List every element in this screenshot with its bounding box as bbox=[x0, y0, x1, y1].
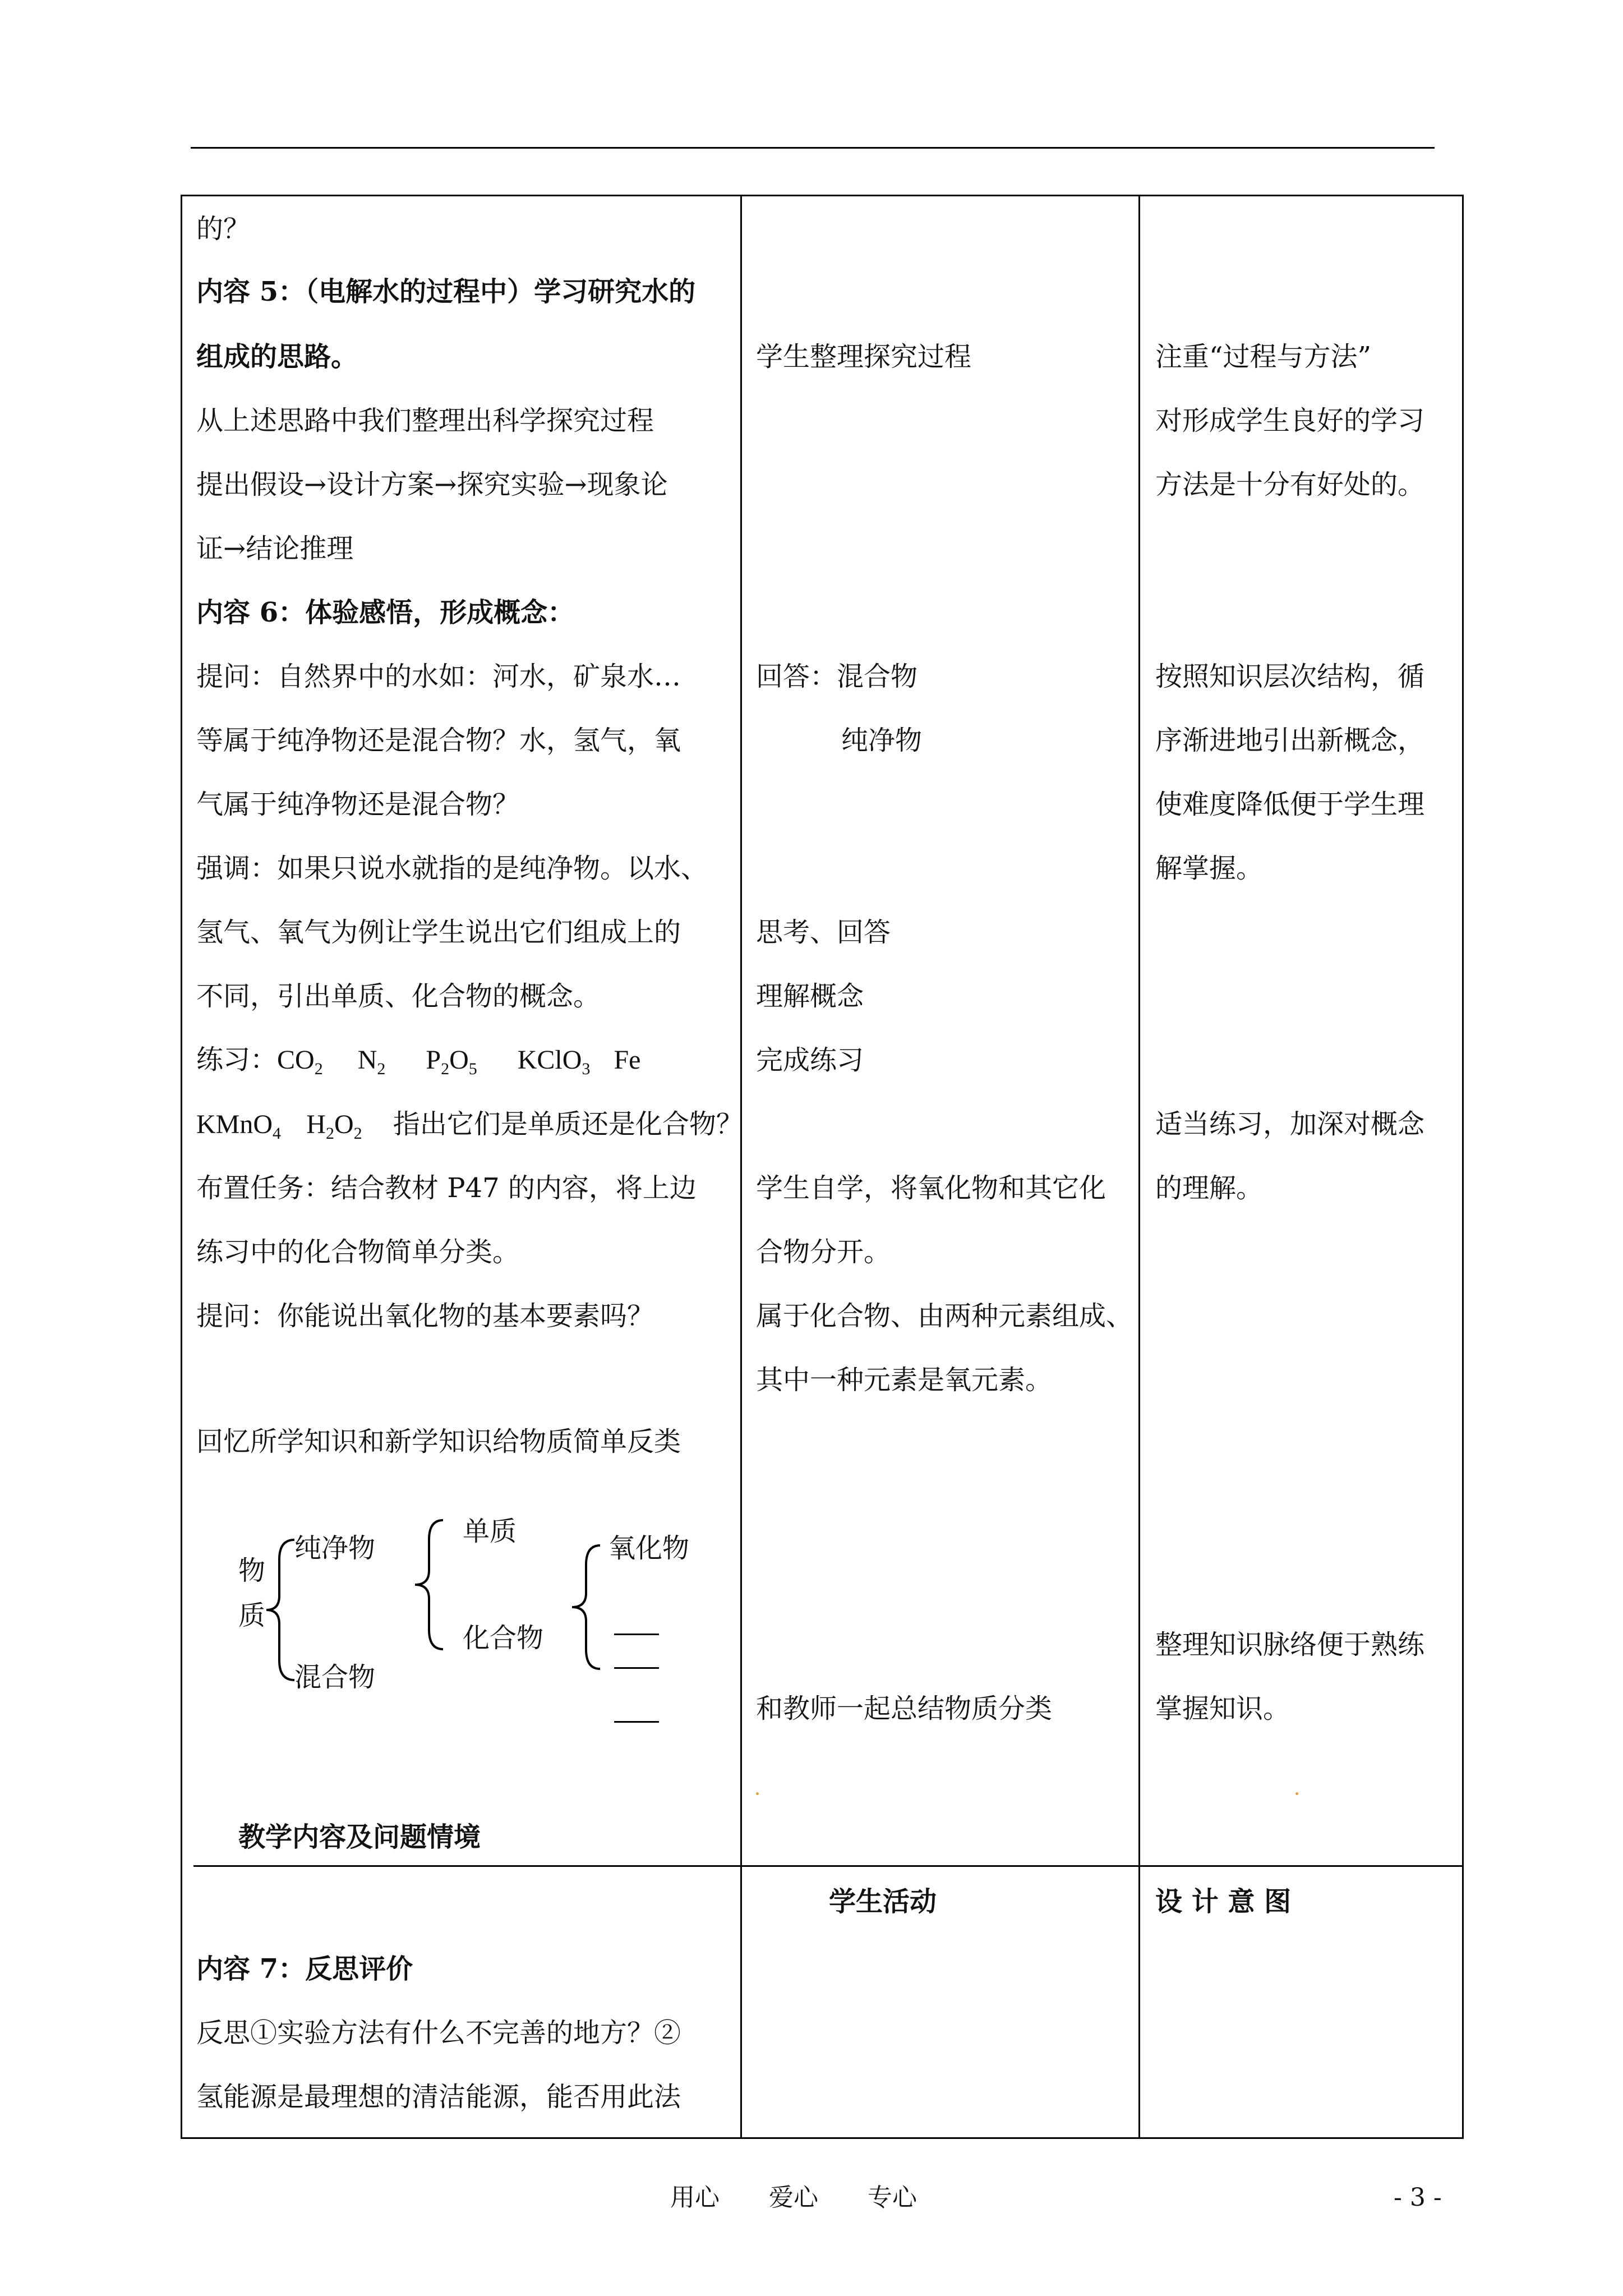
diagram-matter-2: 质 bbox=[238, 1600, 266, 1631]
table-right-border bbox=[1462, 195, 1464, 2139]
left-line-20: 回忆所学知识和新学知识给物质简单反类 bbox=[196, 1426, 681, 1457]
right-line-8: 适当练习，加深对概念 bbox=[1155, 1108, 1425, 1140]
left-line-10: 气属于纯净物还是混合物？ bbox=[196, 789, 520, 820]
formula-kmno4: KMnO$_4$ bbox=[196, 1110, 282, 1143]
left-line-8: 提问：自然界中的水如：河水，矿泉水… bbox=[196, 661, 681, 692]
diagram-mixture: 混合物 bbox=[294, 1662, 376, 1693]
diagram-pure: 纯净物 bbox=[294, 1533, 376, 1564]
diagram-element: 单质 bbox=[463, 1516, 517, 1547]
left-line-5: 提出假设→设计方案→探究实验→现象论 bbox=[196, 469, 668, 500]
left-line-4: 从上述思路中我们整理出科学探究过程 bbox=[196, 405, 654, 436]
left-line-11: 强调：如果只说水就指的是纯净物。以水、 bbox=[196, 853, 708, 884]
repeated-column-heading: 教学内容及问题情境 bbox=[238, 1821, 481, 1853]
mid-line-7: 学生自学，将氧化物和其它化 bbox=[756, 1172, 1106, 1204]
diagram-compound: 化合物 bbox=[463, 1622, 544, 1654]
right-line-10: 整理知识脉络便于熟练 bbox=[1155, 1629, 1425, 1660]
table-top-border bbox=[181, 195, 1464, 196]
formula-n2: $N_2$ bbox=[357, 1045, 386, 1078]
diagram-oxide: 氧化物 bbox=[608, 1533, 690, 1564]
exercise-line-1 bbox=[196, 1043, 640, 1077]
left-line-17: 布置任务：结合教材 P47 的内容，将上边 bbox=[196, 1172, 697, 1204]
left-line-19: 提问：你能说出氧化物的基本要素吗？ bbox=[196, 1300, 654, 1332]
formula-fe: Fe bbox=[614, 1045, 641, 1075]
mid-line-8: 合物分开。 bbox=[756, 1236, 891, 1268]
right-line-7: 解掌握。 bbox=[1155, 853, 1264, 884]
blank-line-1 bbox=[614, 1634, 659, 1635]
exercise-question: 指出它们是单质还是化合物？ bbox=[393, 1108, 743, 1140]
design-intent-header: 设 计 意 图 bbox=[1155, 1886, 1292, 1917]
mid-line-5: 理解概念 bbox=[756, 981, 864, 1012]
content-5-heading-cont: 组成的思路。 bbox=[196, 341, 358, 372]
formula-h2o2: $H_2O_2$ bbox=[306, 1110, 362, 1143]
left-line-18: 练习中的化合物简单分类。 bbox=[196, 1236, 520, 1268]
mid-line-6: 完成练习 bbox=[756, 1045, 864, 1076]
right-line-4: 按照知识层次结构，循 bbox=[1155, 661, 1425, 692]
mid-line-2: 回答：混合物 bbox=[756, 661, 918, 692]
blank-line-3 bbox=[614, 1721, 659, 1723]
brace-matter bbox=[264, 1537, 297, 1683]
student-activity-header: 学生活动 bbox=[829, 1886, 937, 1917]
exercise-line-2 bbox=[196, 1107, 743, 1142]
brace-pure bbox=[412, 1517, 446, 1652]
mid-line-9: 属于化合物、由两种元素组成、 bbox=[756, 1300, 1133, 1332]
right-line-9: 的理解。 bbox=[1155, 1172, 1264, 1204]
content-5-heading: 内容 5：（电解水的过程中）学习研究水的 bbox=[196, 276, 696, 307]
content-6-heading: 内容 6：体验感悟，形成概念： bbox=[196, 597, 575, 628]
section-divider bbox=[193, 1865, 1464, 1867]
stray-mark bbox=[756, 1792, 759, 1795]
formula-co2: $CO_2$ bbox=[277, 1045, 323, 1078]
formula-kclo3: KClO$_3$ bbox=[517, 1045, 591, 1078]
right-line-3: 方法是十分有好处的。 bbox=[1155, 469, 1425, 500]
page-number: - 3 - bbox=[1394, 2183, 1442, 2212]
right-line-6: 使难度降低便于学生理 bbox=[1155, 789, 1425, 820]
mid-line-1: 学生整理探究过程 bbox=[756, 341, 972, 372]
footer-motto: 用心 爱心 专心 bbox=[670, 2183, 917, 2212]
right-line-5: 序渐进地引出新概念， bbox=[1155, 725, 1425, 756]
blank-line-2 bbox=[614, 1667, 659, 1669]
exercise-label: 练习： bbox=[196, 1045, 278, 1075]
header-rule bbox=[191, 147, 1435, 149]
left-line-22: 反思①实验方法有什么不完善的地方？② bbox=[196, 2017, 681, 2049]
formula-p2o5: $P_2O_5$ bbox=[426, 1045, 477, 1078]
right-line-2: 对形成学生良好的学习 bbox=[1155, 405, 1425, 436]
left-line-9: 等属于纯净物还是混合物？水，氢气，氧 bbox=[196, 725, 681, 756]
left-line-1: 的？ bbox=[196, 213, 251, 245]
right-line-11: 掌握知识。 bbox=[1155, 1693, 1290, 1724]
table-col-divider-1 bbox=[740, 195, 742, 2139]
mid-line-10: 其中一种元素是氧元素。 bbox=[756, 1364, 1053, 1396]
diagram-matter-1: 物 bbox=[238, 1555, 266, 1586]
right-line-1: 注重“过程与方法” bbox=[1155, 341, 1372, 372]
mid-line-11: 和教师一起总结物质分类 bbox=[756, 1693, 1053, 1724]
content-7-heading: 内容 7：反思评价 bbox=[196, 1953, 413, 1985]
table-bottom-border bbox=[181, 2137, 1464, 2139]
table-col-divider-2 bbox=[1138, 195, 1140, 2139]
brace-compound bbox=[569, 1543, 603, 1672]
mid-line-3: 纯净物 bbox=[841, 725, 923, 756]
table-left-border bbox=[181, 195, 182, 2139]
mid-line-4: 思考、回答 bbox=[756, 917, 891, 948]
stray-mark bbox=[1295, 1792, 1298, 1795]
left-line-13: 不同，引出单质、化合物的概念。 bbox=[196, 981, 601, 1012]
left-line-12: 氢气、氧气为例让学生说出它们组成上的 bbox=[196, 917, 681, 948]
left-line-6: 证→结论推理 bbox=[196, 533, 354, 564]
left-line-23: 氢能源是最理想的清洁能源，能否用此法 bbox=[196, 2081, 681, 2113]
